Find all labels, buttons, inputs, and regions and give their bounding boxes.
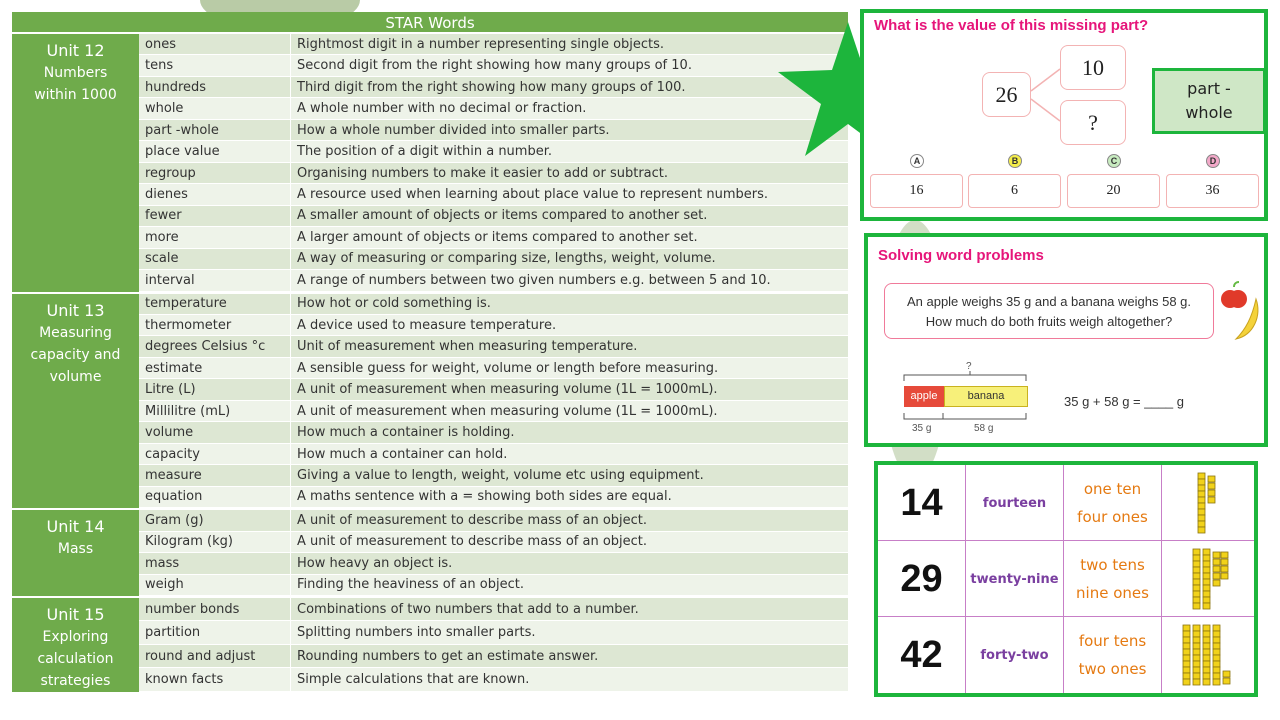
- number-row: [878, 541, 1254, 617]
- unit-label: [12, 510, 139, 596]
- definition-cell: A unit of measurement to describe mass of an object.: [297, 534, 648, 550]
- term-cell: equation: [139, 487, 291, 507]
- table-row: [139, 270, 848, 291]
- table-row: [139, 120, 848, 141]
- table-row: [139, 487, 848, 508]
- table-row: [139, 553, 848, 574]
- table-row: [139, 55, 848, 76]
- table-row: [139, 465, 848, 486]
- table-row: [139, 315, 848, 336]
- term-cell: ones: [139, 34, 291, 54]
- term-cell: Gram (g): [139, 510, 291, 530]
- answer-option-d[interactable]: 36: [1166, 174, 1259, 208]
- unit-description: calculation: [37, 650, 114, 667]
- term-cell: more: [139, 227, 291, 247]
- tens-label: four tens: [1078, 632, 1147, 650]
- option-letter-a: A: [910, 154, 924, 168]
- definition-cell: Rightmost digit in a number representing single objects.: [297, 36, 665, 52]
- term-cell: mass: [139, 553, 291, 573]
- unit-section: [12, 34, 848, 294]
- banana-icon: [1232, 297, 1262, 341]
- bar-apple-value: 35 g: [912, 423, 932, 434]
- star-words-table: [12, 12, 848, 694]
- definition-cell: The position of a digit within a number.: [297, 144, 552, 160]
- unit-name: Unit 15: [46, 604, 105, 624]
- bar-model: [902, 361, 1042, 445]
- table-row: [139, 575, 848, 596]
- definition-cell: A whole number with no decimal or fraction.: [297, 101, 587, 117]
- units-container: [12, 34, 848, 694]
- unit-name: Unit 14: [46, 517, 105, 537]
- term-cell: measure: [139, 465, 291, 485]
- table-row: [139, 34, 848, 55]
- term-cell: thermometer: [139, 315, 291, 335]
- ones-label: nine ones: [1076, 584, 1149, 602]
- word-problem-line2: How much do both fruits weigh altogether?: [925, 314, 1173, 329]
- table-row: [139, 206, 848, 227]
- term-cell: whole: [139, 98, 291, 118]
- tens-ones-text: [1064, 465, 1162, 541]
- definition-cell: A unit of measurement when measuring volume (1L = 1000mL).: [297, 403, 718, 419]
- option-letter-c: C: [1107, 154, 1121, 168]
- table-row: [139, 510, 848, 531]
- term-cell: number bonds: [139, 598, 291, 621]
- definition-cell: Unit of measurement when measuring temperature.: [297, 339, 638, 355]
- term-cell: dienes: [139, 184, 291, 204]
- unit-rows: [139, 294, 848, 509]
- table-row: [139, 444, 848, 465]
- definition-cell: A range of numbers between two given numbers e.g. between 5 and 10.: [297, 272, 771, 288]
- table-row: [139, 645, 848, 669]
- word-problem-panel: [864, 233, 1268, 447]
- term-cell: degrees Celsius °c: [139, 336, 291, 356]
- term-cell: round and adjust: [139, 645, 291, 668]
- term-cell: tens: [139, 55, 291, 75]
- unit-description: Measuring: [39, 324, 112, 341]
- unit-rows: [139, 598, 848, 692]
- missing-part-question: What is the value of this missing part?: [874, 17, 1149, 34]
- unit-label: [12, 294, 139, 509]
- dienes-blocks-graphic: [1168, 546, 1248, 612]
- term-cell: weigh: [139, 575, 291, 595]
- unit-description: Numbers: [43, 65, 108, 81]
- unit-section: [12, 510, 848, 598]
- answer-option-a[interactable]: 16: [870, 174, 963, 208]
- unit-section: [12, 598, 848, 694]
- part-whole-label-line1: part -: [1187, 79, 1231, 98]
- tens-label: one ten: [1083, 480, 1142, 498]
- term-cell: known facts: [139, 668, 291, 691]
- unit-name: Unit 13: [46, 300, 105, 320]
- part-bottom-box: ?: [1060, 100, 1126, 145]
- definition-cell: Splitting numbers into smaller parts.: [297, 625, 536, 641]
- definition-cell: Giving a value to length, weight, volume etc using equipment.: [297, 468, 704, 484]
- definition-cell: Organising numbers to make it easier to add or subtract.: [297, 165, 669, 181]
- term-cell: Millilitre (mL): [139, 401, 291, 421]
- term-cell: capacity: [139, 444, 291, 464]
- unit-section: [12, 294, 848, 511]
- number-numeral: 42: [878, 617, 966, 693]
- definition-cell: How heavy an object is.: [297, 555, 453, 571]
- number-word: twenty-nine: [966, 541, 1064, 617]
- unit-description: within 1000: [34, 87, 117, 103]
- table-row: [139, 227, 848, 248]
- table-row: [139, 379, 848, 400]
- number-word: forty-two: [966, 617, 1064, 693]
- definition-cell: A smaller amount of objects or items compared to another set.: [297, 208, 708, 224]
- term-cell: Litre (L): [139, 379, 291, 399]
- definition-cell: A unit of measurement when measuring volume (1L = 1000mL).: [297, 382, 718, 398]
- answer-option-c[interactable]: 20: [1067, 174, 1160, 208]
- definition-cell: Simple calculations that are known.: [297, 672, 530, 688]
- unit-rows: [139, 510, 848, 596]
- word-problem-line1: An apple weighs 35 g and a banana weighs 58 g.: [906, 294, 1192, 309]
- definition-cell: Second digit from the right showing how many groups of 10.: [297, 58, 692, 74]
- definition-cell: Rounding numbers to get an estimate answer.: [297, 648, 599, 664]
- bar-model-total-label: ?: [966, 361, 972, 372]
- unit-description: strategies: [40, 672, 111, 689]
- table-row: [139, 598, 848, 622]
- unit-label: [12, 34, 139, 292]
- table-row: [139, 294, 848, 315]
- unit-label: [12, 598, 139, 692]
- table-row: [139, 358, 848, 379]
- number-word: fourteen: [966, 465, 1064, 541]
- definition-cell: How hot or cold something is.: [297, 296, 491, 312]
- table-row: [139, 98, 848, 119]
- table-row: [139, 249, 848, 270]
- tens-ones-text: [1064, 541, 1162, 617]
- table-row: [139, 532, 848, 553]
- tens-ones-text: [1064, 617, 1162, 693]
- ones-label: four ones: [1077, 508, 1148, 526]
- unit-description: Mass: [57, 541, 94, 558]
- table-row: [139, 401, 848, 422]
- part-whole-label-line2: whole: [1185, 103, 1233, 122]
- term-cell: scale: [139, 249, 291, 269]
- star-words-header: STAR Words: [12, 12, 848, 34]
- bar-banana: banana: [944, 386, 1028, 407]
- unit-name: Unit 12: [46, 41, 105, 60]
- term-cell: place value: [139, 141, 291, 161]
- option-letter-d: D: [1206, 154, 1220, 168]
- unit-description: Exploring: [42, 628, 109, 645]
- term-cell: interval: [139, 270, 291, 290]
- definition-cell: Third digit from the right showing how many groups of 100.: [297, 79, 686, 95]
- term-cell: estimate: [139, 358, 291, 378]
- whole-box: 26: [982, 72, 1031, 117]
- ones-label: two ones: [1078, 660, 1147, 678]
- definition-cell: A unit of measurement to describe mass of an object.: [297, 512, 648, 528]
- term-cell: fewer: [139, 206, 291, 226]
- term-cell: temperature: [139, 294, 291, 314]
- dienes-blocks-graphic: [1168, 622, 1248, 688]
- part-whole-label: [1152, 68, 1266, 134]
- bar-apple: apple: [904, 386, 944, 407]
- definition-cell: Combinations of two numbers that add to a number.: [297, 601, 639, 617]
- unit-rows: [139, 34, 848, 292]
- definition-cell: Finding the heaviness of an object.: [297, 577, 524, 593]
- table-row: [139, 163, 848, 184]
- definition-cell: A device used to measure temperature.: [297, 317, 557, 333]
- table-row: [139, 422, 848, 443]
- missing-part-panel: [860, 9, 1268, 221]
- term-cell: volume: [139, 422, 291, 442]
- dienes-blocks: [1162, 465, 1254, 541]
- table-row: [139, 141, 848, 162]
- part-top-box: 10: [1060, 45, 1126, 90]
- definition-cell: A maths sentence with a = showing both sides are equal.: [297, 489, 672, 505]
- tens-label: two tens: [1080, 556, 1145, 574]
- option-letter-b: B: [1008, 154, 1022, 168]
- bar-banana-value: 58 g: [974, 423, 994, 434]
- definition-cell: A larger amount of objects or items compared to another set.: [297, 229, 698, 245]
- definition-cell: A sensible guess for weight, volume or length before measuring.: [297, 360, 719, 376]
- term-cell: hundreds: [139, 77, 291, 97]
- number-row: [878, 465, 1254, 541]
- table-row: [139, 77, 848, 98]
- term-cell: Kilogram (kg): [139, 532, 291, 552]
- term-cell: partition: [139, 621, 291, 644]
- word-problem-title: Solving word problems: [878, 247, 1044, 264]
- table-row: [139, 621, 848, 645]
- word-problem-equation: 35 g + 58 g = ____ g: [1064, 394, 1184, 409]
- number-numeral: 14: [878, 465, 966, 541]
- dienes-blocks-graphic: [1168, 470, 1248, 536]
- number-numeral: 29: [878, 541, 966, 617]
- number-row: [878, 617, 1254, 693]
- definition-cell: A way of measuring or comparing size, lengths, weight, volume.: [297, 251, 716, 267]
- answer-option-b[interactable]: 6: [968, 174, 1061, 208]
- unit-description: capacity and: [30, 346, 121, 363]
- dienes-blocks: [1162, 541, 1254, 617]
- word-problem-text: [884, 283, 1214, 339]
- term-cell: part -whole: [139, 120, 291, 140]
- term-cell: regroup: [139, 163, 291, 183]
- unit-description: volume: [49, 368, 102, 385]
- definition-cell: How much a container can hold.: [297, 446, 508, 462]
- dienes-blocks: [1162, 617, 1254, 693]
- definition-cell: How a whole number divided into smaller parts.: [297, 122, 610, 138]
- table-row: [139, 336, 848, 357]
- table-row: [139, 668, 848, 692]
- definition-cell: How much a container is holding.: [297, 425, 515, 441]
- table-row: [139, 184, 848, 205]
- definition-cell: A resource used when learning about place value to represent numbers.: [297, 187, 769, 203]
- numbers-panel: [874, 461, 1258, 697]
